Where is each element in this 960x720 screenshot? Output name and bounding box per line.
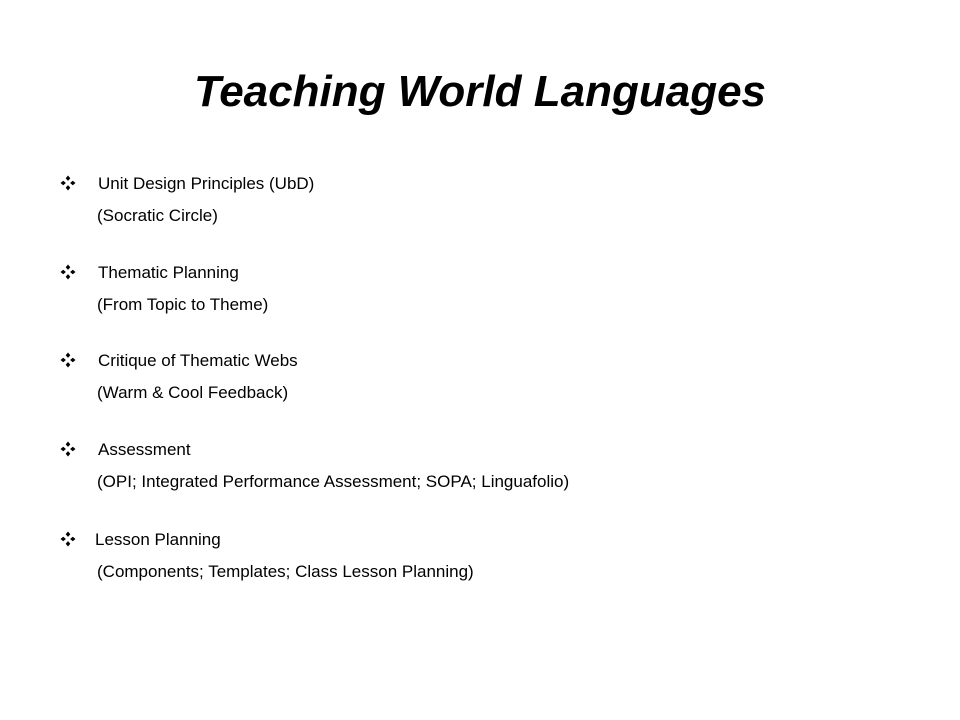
list-item-subtext: (OPI; Integrated Performance Assessment; SOPA; Linguafolio) bbox=[97, 472, 570, 491]
list-item-subtext: (Warm & Cool Feedback) bbox=[97, 383, 289, 402]
slide-title: Teaching World Languages bbox=[193, 67, 767, 116]
list-item-subtext: (Socratic Circle) bbox=[97, 206, 218, 225]
four-diamond-icon bbox=[60, 441, 76, 457]
list-item-label: Thematic Planning bbox=[98, 263, 239, 282]
list-item-label: Unit Design Principles (UbD) bbox=[98, 174, 315, 193]
four-diamond-icon bbox=[60, 175, 76, 191]
list-item-label: Lesson Planning bbox=[95, 530, 221, 549]
list-item-subtext: (Components; Templates; Class Lesson Planning) bbox=[97, 562, 474, 581]
list-item-subtext: (From Topic to Theme) bbox=[97, 295, 269, 314]
four-diamond-icon bbox=[60, 352, 76, 368]
four-diamond-icon bbox=[60, 264, 76, 280]
list-item-label: Assessment bbox=[98, 440, 191, 459]
list-item-label: Critique of Thematic Webs bbox=[98, 351, 298, 370]
four-diamond-icon bbox=[60, 531, 76, 547]
